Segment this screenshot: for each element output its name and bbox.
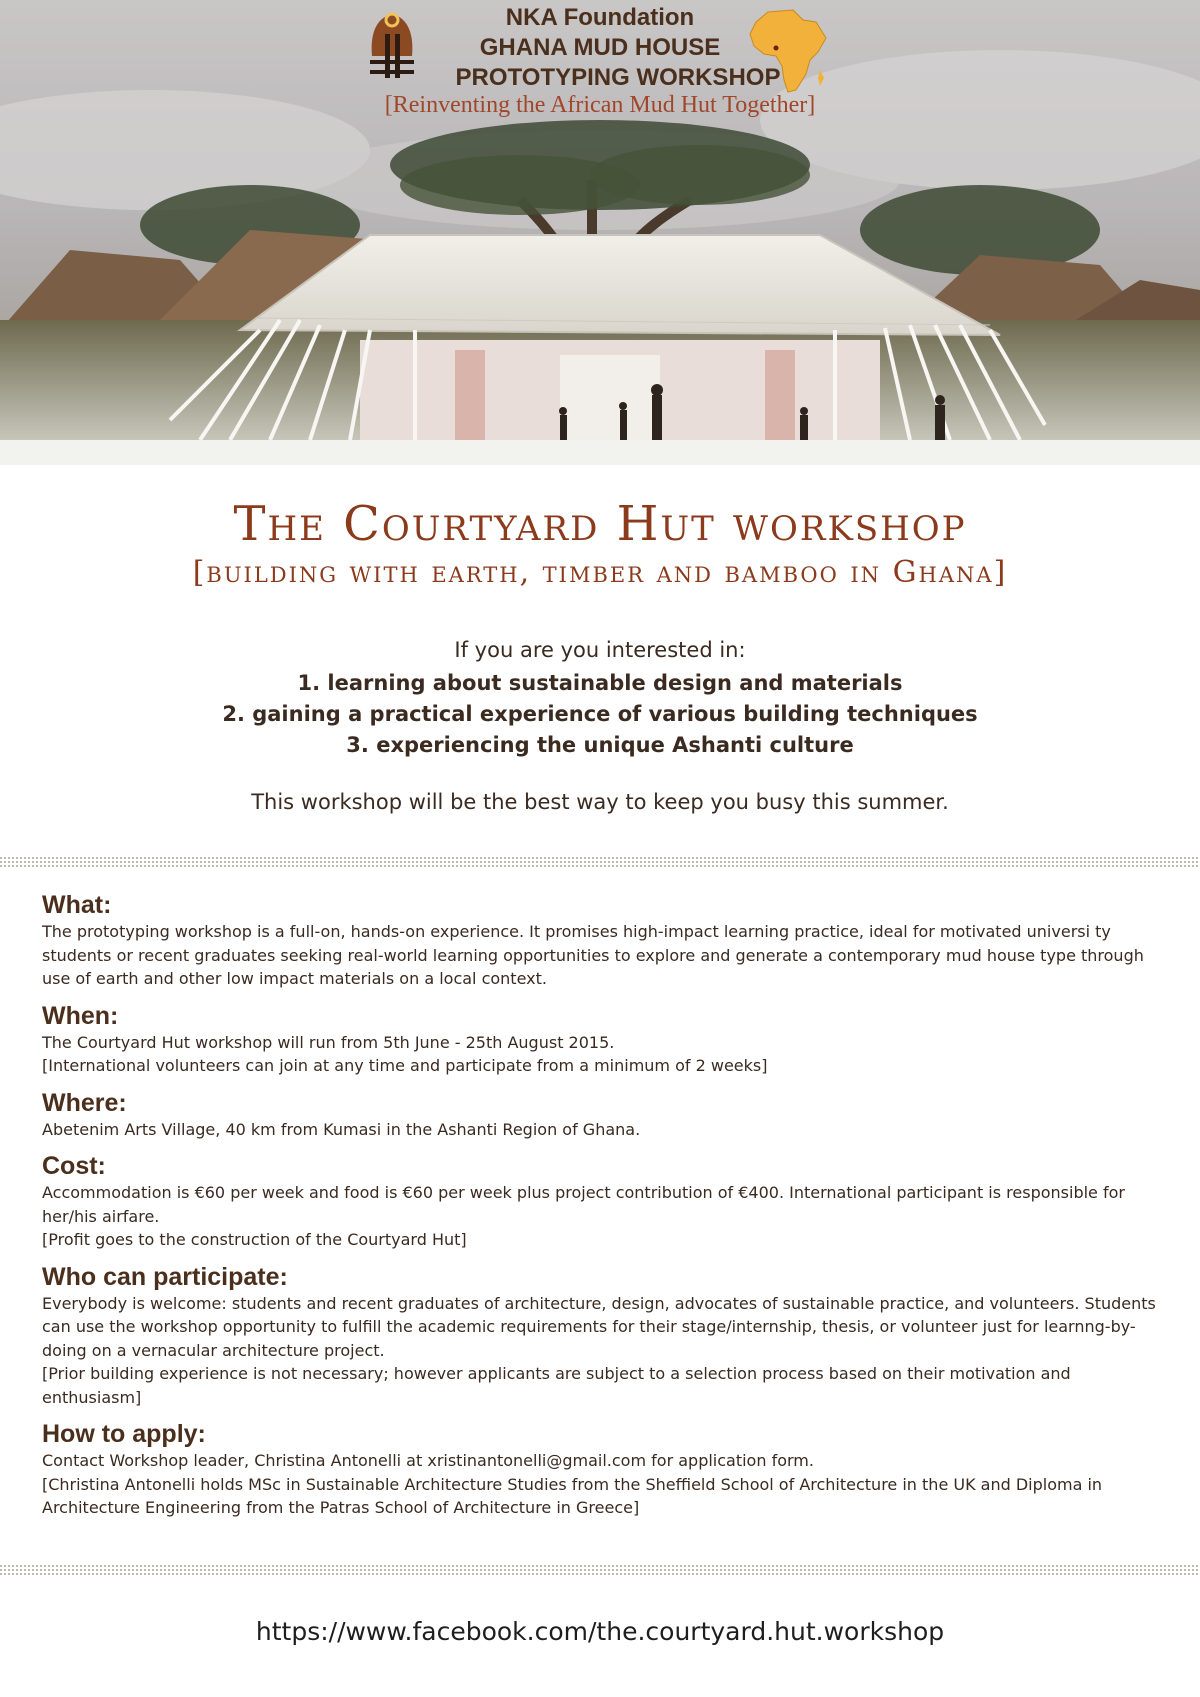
section-text: Abetenim Arts Village, 40 km from Kumasi in the Ashanti Region of Ghana. xyxy=(42,1119,641,1139)
facebook-url-link[interactable]: https://www.facebook.com/the.courtyard.hut.workshop xyxy=(255,1617,945,1646)
section-what xyxy=(42,890,1160,991)
section-text: The Courtyard Hut workshop will run from 5th June - 25th August 2015. xyxy=(42,1032,615,1052)
section-heading: Where: xyxy=(42,1088,127,1117)
section-when xyxy=(42,1001,1160,1078)
divider-top xyxy=(0,857,1200,869)
workshop-series-title: GHANA MUD HOUSE xyxy=(479,34,721,61)
workshop-header xyxy=(0,0,1200,125)
section-heading: What: xyxy=(42,891,112,919)
section-text: [Christina Antonelli holds MSc in Sustainable Architecture Studies from the Sheffield School of Architecture in the UK and Diploma in Architecture Engineering from the Patras School of Architecture in Greece] xyxy=(42,1474,1103,1517)
page-title: The Courtyard Hut workshop xyxy=(233,496,967,552)
list-item: 2. gaining a practical experience of various building techniques xyxy=(222,702,978,726)
section-heading: When: xyxy=(42,1001,119,1030)
org-name: NKA Foundation xyxy=(505,4,695,31)
section-text: Accommodation is €60 per week and food is €60 per week plus project contribution of €400. International participant is responsible for her/his airfare. xyxy=(42,1183,1125,1226)
intro-block xyxy=(0,638,1200,814)
section-heading: Cost: xyxy=(42,1152,106,1180)
section-text: Contact Workshop leader, Christina Antonelli at xristinantonelli@gmail.com for application form. xyxy=(42,1451,814,1470)
intro-closing: This workshop will be the best way to keep you busy this summer. xyxy=(251,790,949,814)
section-cost xyxy=(42,1151,1160,1252)
section-heading: Who can participate: xyxy=(42,1262,288,1291)
page-subtitle: [building with earth, timber and bamboo in Ghana] xyxy=(192,555,1008,590)
section-text: [Profit goes to the construction of the Courtyard Hut] xyxy=(42,1230,467,1249)
interest-list xyxy=(0,668,1200,761)
list-item: 1. learning about sustainable design and materials xyxy=(297,671,903,695)
section-text: [International volunteers can join at any time and participate from a minimum of 2 weeks] xyxy=(42,1056,768,1075)
list-item: 3. experiencing the unique Ashanti culture xyxy=(346,733,854,757)
section-where xyxy=(42,1088,1160,1142)
workshop-tagline: [Reinventing the African Mud Hut Together] xyxy=(384,92,816,118)
intro-lead: If you are you interested in: xyxy=(454,638,746,662)
details xyxy=(42,890,1160,1530)
section-who-can-participate xyxy=(42,1262,1160,1410)
hero-illustration xyxy=(0,0,1200,465)
section-text: The prototyping workshop is a full-on, hands-on experience. It promises high-impact learning practice, ideal for motivated universi ty students or recent graduates seeking real-world learning opportunities to explore and generate a contemporary mud house type through use of earth and other low impact materials on a local context. xyxy=(42,922,1144,988)
divider-bottom xyxy=(0,1565,1200,1577)
section-how-to-apply xyxy=(42,1419,1160,1520)
section-text: [Prior building experience is not necessary; however applicants are subject to a selection process based on their motivation and enthusiasm] xyxy=(42,1364,1071,1407)
section-text: Everybody is welcome: students and recent graduates of architecture, design, advocates of sustainable practice, and volunteers. Students can use the workshop opportunity to fulfill the academic requirements for their stage/internship, thesis, or volunteer just for learnng-by-doing on a vernacular architecture project. xyxy=(42,1293,1156,1360)
section-heading: How to apply: xyxy=(42,1420,206,1448)
workshop-series-subtitle: PROTOTYPING WORKSHOP xyxy=(455,64,781,91)
